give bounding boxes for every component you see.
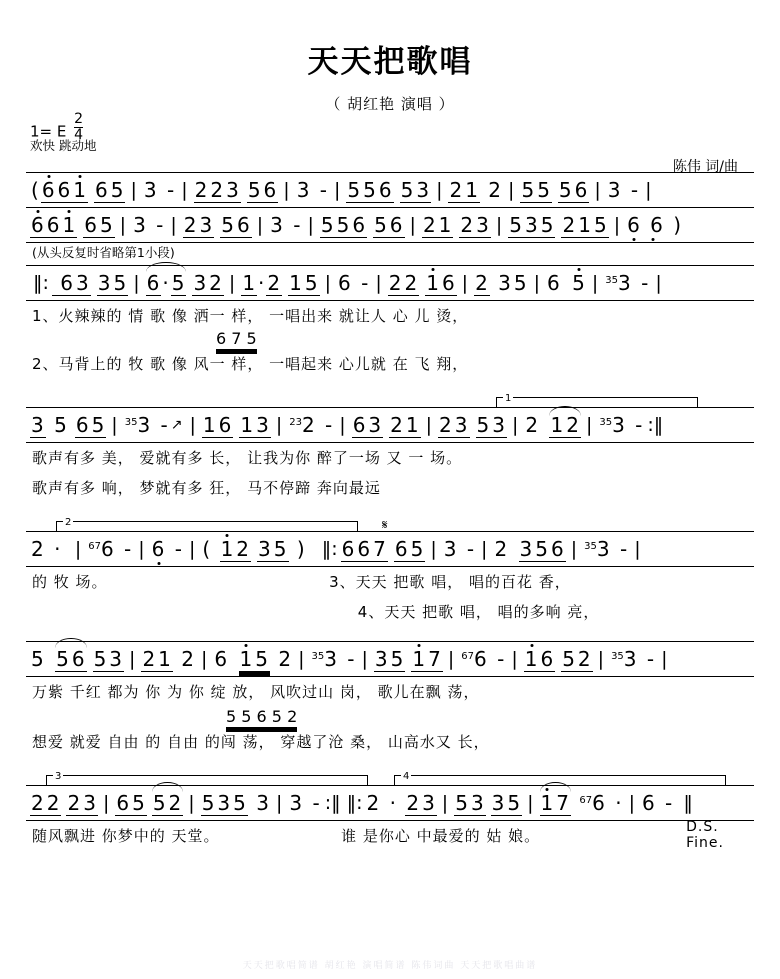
lyric-text: 的 牧 场。 xyxy=(32,573,108,591)
tempo-mood-label: 欢快 跳动地 xyxy=(30,138,97,153)
lyric-line-v1-2: 歌声有多 美， 爱就有多 长， 让我为你 醉了一场 又 一 场。 xyxy=(32,449,463,467)
lyric-line-v2-3 xyxy=(26,567,754,597)
note-row-intro-1 xyxy=(26,172,754,208)
system-4 xyxy=(26,393,754,503)
extra-notes-above: 5 5 6 5 2 xyxy=(226,707,298,726)
ending-bracket-row-2 xyxy=(26,517,754,531)
fine-label: Fine. xyxy=(686,835,724,852)
note-cell: 2 2 2 3 | 6 5 5 2 | 5 3 5 3 | 3 - :‖ ‖: 2 · 2 3 | 5 3 3 5 | 1 7 $^{67}$6 · | 6 - ‖ xyxy=(30,791,696,816)
lyric-line-final xyxy=(26,821,754,851)
lyric-text: 3、天天 把歌 唱， 唱的百花 香， xyxy=(329,573,571,591)
page-title: 天天把歌唱 xyxy=(307,44,473,80)
note-cell: ‖: 6 3 3 5 | 6 · 5 3 2 | 1 · 2 1 5 | 6 - | 2 2 1 6 | 2 3 5 | 6 5 | $^{35}$3 - | xyxy=(30,271,668,296)
ending-bracket-1: 1 xyxy=(496,397,698,407)
ending-bracket-row-1 xyxy=(26,393,754,407)
note-cell: 3 5 6 5 | $^{35}$3 - ↗ | 1 6 1 3 | $^{23}$2 - | 6 3 2 1 | 2 3 5 3 | 2 1 2 | $^{35}$3 - :‖ xyxy=(30,413,666,438)
composer-credit: 陈伟 词/曲 xyxy=(672,159,738,175)
note-row-5 xyxy=(26,531,754,567)
note-cell: 2 · | $^{67}$6 - | 6 - | ( 1 2 3 5 ) ‖: 6 6 7 6 5 | 3 - | 2 3 5 6 | $^{35}$3 - | xyxy=(31,536,642,561)
ds-fine-marking xyxy=(686,819,724,851)
system-intro xyxy=(26,172,754,243)
lyric-text: 随风飘进 你梦中的 天堂。 xyxy=(32,827,220,845)
note-cell: 5 5 6 5 3 | 2 1 2 | 6 1 5 2 | $^{35}$3 - | 3 5 1 7 | $^{67}$6 - | 1 6 5 2 | $^{35}$3 - | xyxy=(30,647,674,672)
time-signature-numerator: 2 xyxy=(74,111,84,127)
key-label: 1= E xyxy=(30,122,67,141)
lyric-line-v4-2: 想爱 就爱 自由 的 自由 的闯 荡， 穿越了沧 桑， 山高水又 长， xyxy=(32,733,490,751)
system-7 xyxy=(26,771,754,851)
system-6 xyxy=(26,641,754,757)
segno-icon: 𝄋 xyxy=(382,518,388,533)
ending-bracket-4: 4 xyxy=(394,775,726,785)
ending-bracket-3: 3 xyxy=(46,775,368,785)
ending-bracket-2: 2 xyxy=(56,521,358,531)
system-3 xyxy=(26,265,754,379)
ending-bracket-row-3 xyxy=(26,771,754,785)
lyric-text: 谁 是你心 中最爱的 姑 娘。 xyxy=(341,827,541,845)
watermark-text: 天天把歌唱简谱 胡红艳 演唱简谱 陈伟词曲 天天把歌唱曲谱 xyxy=(242,961,538,971)
lyric-line-v1-1: 1、火辣辣的 情 歌 像 洒一 样， 一唱出来 就让人 心 儿 烫， xyxy=(32,307,469,325)
time-signature-denominator: 4 xyxy=(74,126,84,143)
note-row-intro-2 xyxy=(26,208,754,243)
note-cell: ( 6 6 1 6 5 | 3 - | 2 2 3 5 6 | 3 - | 5 5 6 5 3 | 2 1 2 | 5 5 5 6 | 3 - | xyxy=(31,177,653,202)
note-row-7 xyxy=(26,785,754,821)
lyric-text: 4、天天 把歌 唱， 唱的多响 亮， xyxy=(357,603,600,621)
system-5 xyxy=(26,517,754,627)
ds-label: D.S. xyxy=(686,819,719,835)
extra-notes-above: 6 7 5 xyxy=(216,329,257,348)
lyric-line-v2-1: 2、马背上的 牧 歌 像 风一 样， 一唱起来 心儿就 在 飞 翔， xyxy=(32,355,469,373)
lyric-line-v2-2: 歌声有多 响， 梦就有多 狂， 马不停蹄 奔向最远 xyxy=(32,479,381,497)
note-row-3 xyxy=(26,265,754,301)
note-cell: 6 6 1 6 5 | 3 - | 2 3 5 6 | 3 - | 5 5 6 5 6 | 2 1 2 3 | 5 3 5 2 1 5 | 6 6 ) xyxy=(31,212,683,237)
lyric-line-v4-1 xyxy=(26,597,754,627)
note-row-6 xyxy=(26,641,754,677)
note-row-4 xyxy=(26,407,754,443)
singer-credit: （ 胡红艳 演唱 ） xyxy=(325,95,455,113)
lyric-line-v3-2: 万紫 千红 都为 你 为 你 绽 放， 风吹过山 岗， 歌儿在飘 荡， xyxy=(32,683,480,701)
repeat-instruction-note: (从头反复时省略第1小段) xyxy=(32,245,175,260)
sheet-music-page xyxy=(0,36,780,979)
